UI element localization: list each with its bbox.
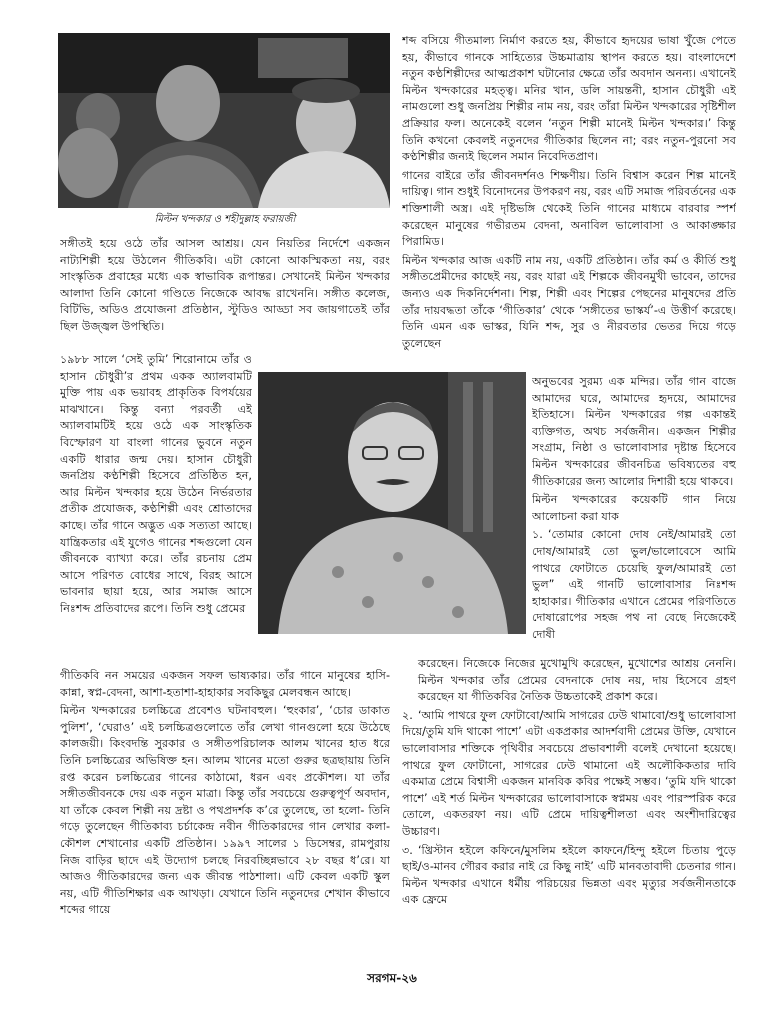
left-column-bottom (60, 668, 390, 958)
list-number: ৩. (402, 843, 413, 857)
paragraph: মিল্টন খন্দকার আজ একটি নাম নয়, একটি প্রতিষ্ঠান। তাঁর কর্ম ও কীর্তি শুধু সঙ্গীতপ্রেমীদের কাছেই নয়, বরং যারা এই শিল্পকে জীবনমুখী ভাবেন, তাদের জন্যও এক দিকনির্দেশনা। শিল্প, শিল্পী এবং শিল্পের পেছনের মানুষদের প্রতি তাঁর দায়বদ্ধতা তাঁকে ‘গীতিকার’ থেকে ‘সঙ্গীতের ভাস্কর্য’-এ উত্তীর্ণ করেছে। তিনি এমন এক ভাস্কর, যিনি শব্দ, সুর ও নীরবতার ভেতর দিয়ে গড়ে তুলেছেন (402, 253, 736, 350)
right-column-top (402, 33, 736, 373)
right-column-bottom (402, 656, 736, 962)
list-item-2: ২. ‘আমি পাথরে ফুল ফোটাবো/আমি সাগরের ঢেউ থামাবো/শুধু ভালোবাসা দিয়ে/তুমি যদি থাকো পাশে’ এটা একপ্রকার আদর্শবাদী প্রেমের উক্তি, যেখানে ভালোবাসার শক্তিকে পৃথিবীর সবচেয়ে প্রভাবশালী বলেই দেখানো হয়েছে। পাথরে ফুল ফোটানো, সাগরের ঢেউ থামানো এই অলৌকিকতার দাবি একমাত্র প্রেমে বিশ্বাসী একজন মানবিক কবির পক্ষেই সম্ভব। ‘তুমি যদি থাকো পাশে’ এই শর্ত মিল্টন খন্দকারের ভালোবাসাকে স্বপ্নময় এবং পারস্পরিক করে তোলে, একতরফা নয়। এটি প্রেমে দায়িত্বশীলতা এবং অংশীদারিত্বের উচ্চারণ। (402, 708, 736, 838)
list-item-3: ৩. ‘খ্রিস্টান হইলে কফিনে/মুসলিম হইলে কাফনে/হিন্দু হইলে চিতায় পুড়ে ছাই/ও-মানব গৌরব করার নাই রে কিছু নাই’ এটি মানবতাবাদী চেতনার গান। মিল্টন খন্দকার এখানে ধর্মীয় পরিচয়ের ভিন্নতা এবং মৃত্যুর সর্বজনীনতাকে এক ফ্রেমে (402, 843, 736, 907)
two-men-photo (58, 33, 390, 208)
paragraph: সঙ্গীতই হয়ে ওঠে তাঁর আসল আশ্রয়। যেন নিয়তির নির্দেশে একজন নাট্যশিল্পী হয়ে উঠলেন গীতিকবি। এটা কোনো আকস্মিকতা নয়, বরং সাংস্কৃতিক প্রবাহের মধ্যে এক স্বাভাবিক রূপান্তর। সেখানেই মিল্টন খন্দকার আলাদা তিনি কোনো গণ্ডিতে নিজেকে আবদ্ধ রাখেননি। সঙ্গীত কলেজ, বিটিভি, অডিও প্রযোজনা প্রতিষ্ঠান, স্টুডিও আড্ডা সব জায়গাতেই তাঁর ছিল উজ্জ্বল উপস্থিতি। (60, 237, 390, 333)
right-column-narrow (532, 374, 736, 654)
paragraph: মিল্টন খন্দকারের চলচ্চিত্রে প্রবেশও ঘটনাবহুল। ‘হুংকার’, ‘চোর ডাকাত পুলিশ’, ‘ঘেরাও’ এই চলচ্চিত্রগুলোতে তাঁর লেখা গানগুলো হয়ে উঠেছে কালজয়ী। কিংবদন্তি সুরকার ও সঙ্গীতপরিচালক আলম খানের হাত ধরে তিনি চলচ্চিত্রের অভিষিক্ত হন। আলম খানের মতো গুরুর ছত্রছায়ায় তিনি রপ্ত করেন চলচ্চিত্রের গানের কাঠামো, ধরন এবং প্রকৌশল। যা তাঁর সঙ্গীতজীবনকে দেয় এক নতুন মাত্রা। কিন্তু তাঁর সবচেয়ে গুরুত্বপূর্ণ অবদান, যা তাঁকে কেবল শিল্পী নয় দ্রষ্টা ও পথপ্রদর্শক ক’রে তুলেছে, তা হলো- তিনি গড়ে তুলেছেন গীতিকাব্য চর্চাকেন্দ্র নবীন গীতিকারদের গান লেখার কলা-কৌশল শেখানোর একটি প্রতিষ্ঠান। ১৯৯৭ সালের ১ ডিসেম্বর, রামপুরায় নিজ বাড়ির ছাদে এই উদ্যোগ চলছে নিরবচ্ছিন্নভাবে ২৮ বছর ধ’রে। যা আজও গীতিকারদের জন্য এক জীবন্ত পাঠশালা। এটি কেবল একটি স্কুল নয়, এটি গীতিশিক্ষার এক আখড়া। যেখানে তিনি নতুনদের শেখান কীভাবে শব্দের গায়ে (60, 704, 390, 917)
paragraph: ১৯৮৮ সালে ‘সেই তুমি’ শিরোনামে তাঁর ও হাসান চৌধুরী’র প্রথম একক অ্যালবামটি মুক্তি পায় এক ভয়াবহ প্রাকৃতিক বিপর্যয়ের মাঝখানে। কিন্তু বন্যা পরবর্তী এই অ্যালবামটিই হয়ে ওঠে এক সাংস্কৃতিক বিস্ফোরণ যা বাংলা গানের ভুবনে নতুন একটি ধারার জন্ম দেয়। হাসান চৌধুরী জনপ্রিয় কণ্ঠশিল্পী হিসেবে প্রতিষ্ঠিত হন, আর মিল্টন খন্দকার হয়ে উঠেন নির্ভরতার প্রতীক প্রযোজক, কণ্ঠশিল্পী এবং শ্রোতাদের কাছে। তাঁর গানে অদ্ভুত এক সত্যতা আছে। যান্ত্রিকতার এই যুগেও গানের শব্দগুলো যেন জীবনকে ব্যাখ্যা করে। তাঁর রচনায় প্রেম আসে পরিণত বোধের সাথে, বিরহ আসে ভাবনার ছায়া হয়ে, আর সমাজ আসে নিঃশব্দ প্রতিবাদের রূপে। তিনি শুধু প্রেমের (60, 353, 252, 615)
paragraph: মিল্টন খন্দকারের কয়েকটি গান নিয়ে আলোচনা করা যাক (532, 493, 736, 523)
two-men-photo-illustration (58, 33, 390, 208)
paragraph: গীতিকবি নন সময়ের একজন সফল ভাষ্যকার। তাঁর গানে মানুষের হাসি-কান্না, স্বপ্ন-বেদনা, আশা-হতাশা-হাহাকার সবকিছুর মেলবন্ধন আছে। (60, 669, 390, 699)
photo-caption: মিল্টন খন্দকার ও শহীদুল্লাহ ফরায়জী (154, 214, 296, 225)
paragraph: গানের বাইরে তাঁর জীবনদর্শনও শিক্ষণীয়। তিনি বিশ্বাস করেন শিল্প মানেই দায়িত্ব। গান শুধুই বিনোদনের উপকরণ নয়, বরং এটি সমাজ পরিবর্তনের এক শক্তিশালী অস্ত্র। এই দৃষ্টিভঙ্গি থেকেই তিনি গানের মাধ্যমে বারবার স্পর্শ করেছেন মানুষের গভীরতম বেদনা, অনাবিল ভালোবাসা ও আকাঙ্ক্ষার পিরামিড। (402, 168, 736, 249)
portrait-photo (258, 372, 526, 634)
list-number: ১. (532, 528, 543, 542)
list-item-1-start: ১. ‘তোমার কোনো দোষ নেই/আমারই তো দোষ/আমারই তো ভুল/ভালোবেসে আমি পাথরে ফোটাতে চেয়েছি ফুল/আমারই তো ভুল” এই গানটি ভালোবাসার নিঃশব্দ হাহাকার। গীতিকার এখানে প্রেমের পরিণতিতে দোষারোপের সহজ পথ না বেছে নিজেকেই দোষী (532, 528, 736, 641)
left-column-narrow (60, 352, 252, 668)
paragraph: শব্দ বসিয়ে গীতমাল্য নির্মাণ করতে হয়, কীভাবে হৃদয়ের ভাষা খুঁজে পেতে হয়, কীভাবে গানকে সাহিত্যের উচ্চমাত্রায় স্থাপন করতে হয়। বাংলাদেশে নতুন কণ্ঠশিল্পীদের আত্মপ্রকাশ ঘটানোর ক্ষেত্রে তাঁর অবদান অনন্য। এখানেই মিল্টন খন্দকারের মহত্ত্ব। মনির খান, ডলি সায়ন্তনী, হাসান চৌধুরী এই নামগুলো শুধু জনপ্রিয় শিল্পীর নাম নয়, বরং তাঁরা মিল্টন খন্দকারের সৃষ্টিশীল প্রক্রিয়ার ফল। অনেকেই বলেন ‘নতুন শিল্পী মানেই মিল্টন খন্দকার।’ কিন্তু তিনি কখনো কেবলই নতুনদের গীতিকার ছিলেন না; বরং নতুন-পুরনো সব কণ্ঠশিল্পীর জন্যই ছিলেন সমান নিবেদিতপ্রাণ। (402, 34, 736, 164)
left-column-intro (60, 236, 390, 350)
portrait-photo-illustration (258, 372, 526, 634)
list-number: ২. (402, 708, 413, 722)
page-number: সরগম-২৬ (367, 971, 417, 985)
list-item-1-end: করেছেন। নিজেকে নিজের মুখোমুখি করেছেন, মুখোশের আশ্রয় নেননি। মিল্টন খন্দকার তাঁর প্রেমের বেদনাকে দোষ নয়, দায় হিসেবে গ্রহণ করেছেন যা গীতিকবির নৈতিক উচ্চতাকেই প্রকাশ করে। (418, 657, 736, 704)
paragraph: অনুভবের সুরম্য এক মন্দির। তাঁর গান বাজে আমাদের ঘরে, আমাদের হৃদয়ে, আমাদের ইতিহাসে। মিল্টন খন্দকারের গল্প একান্তই ব্যক্তিগত, অথচ সর্বজনীন। একজন শিল্পীর সংগ্রাম, নিষ্ঠা ও ভালোবাসার দৃষ্টান্ত হিসেবে মিল্টন খন্দকারের জীবনচিত্র ভবিষ্যতের বহু গীতিকারের জন্য আলোর দিশারী হয়ে থাকবে। (532, 375, 736, 488)
